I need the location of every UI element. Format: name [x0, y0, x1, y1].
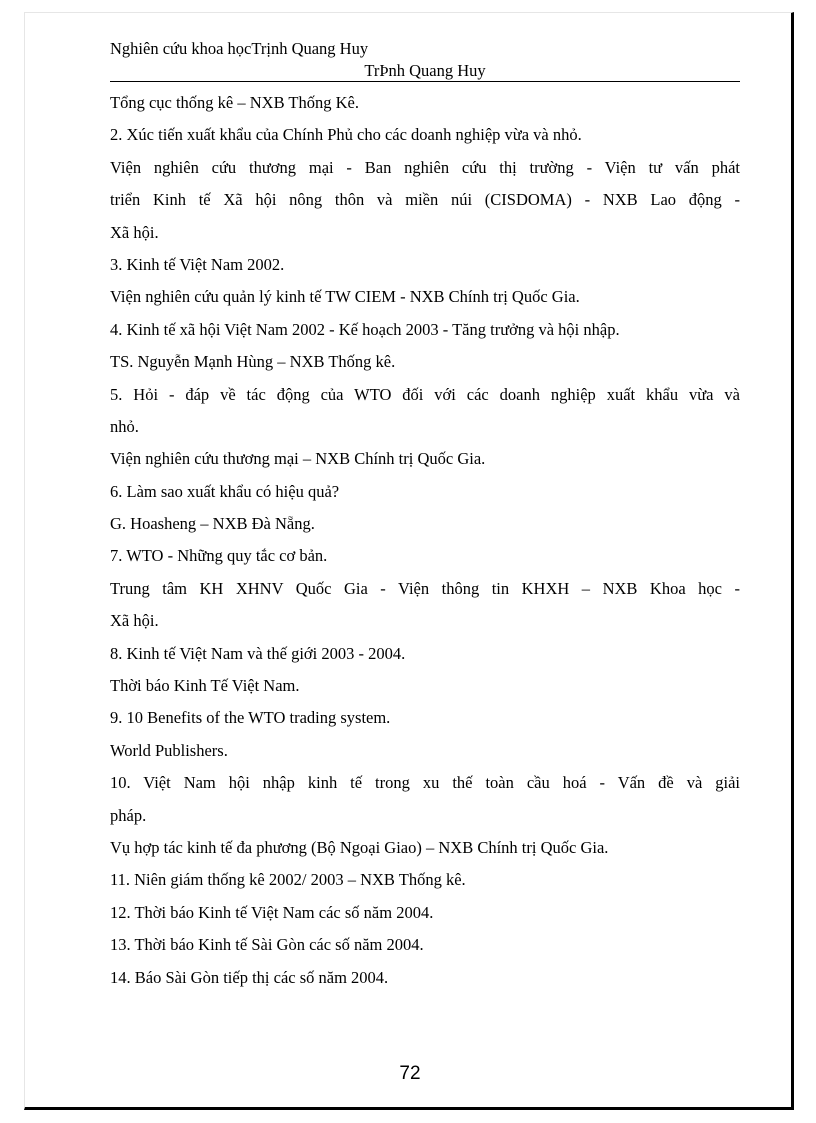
- reference-line: Tổng cục thống kê – NXB Thống Kê.: [110, 93, 359, 112]
- reference-line: Trung tâm KH XHNV Quốc Gia - Viện thông tin KHXH – NXB Khoa học -: [110, 578, 740, 598]
- reference-line: 9. 10 Benefits of the WTO trading system.: [110, 708, 391, 728]
- running-header: [110, 38, 740, 82]
- reference-line: 3. Kinh tế Việt Nam 2002.: [110, 254, 285, 274]
- reference-line: 2. Xúc tiến xuất khẩu của Chính Phủ cho các doanh nghiệp vừa và nhỏ.: [110, 125, 582, 145]
- reference-line: G. Hoasheng – NXB Đà Nẵng.: [110, 514, 315, 534]
- reference-line: 7. WTO - Những quy tắc cơ bản.: [110, 546, 328, 566]
- reference-line: Thời báo Kinh Tế Việt Nam.: [110, 676, 300, 696]
- reference-line: pháp.: [110, 805, 147, 825]
- header-title: Nghiên cứu khoa họcTrịnh Quang Huy: [110, 39, 369, 58]
- reference-line: nhỏ.: [110, 416, 139, 436]
- reference-line: 6. Làm sao xuất khẩu có hiệu quả?: [110, 481, 340, 501]
- reference-line: 12. Thời báo Kinh tế Việt Nam các số năm 2004.: [110, 902, 434, 922]
- reference-list: [110, 87, 740, 994]
- reference-line: 8. Kinh tế Việt Nam và thế giới 2003 - 2004.: [110, 643, 406, 663]
- reference-line: Viện nghiên cứu thương mại – NXB Chính trị Quốc Gia.: [110, 449, 486, 469]
- reference-line: 4. Kinh tế xã hội Việt Nam 2002 - Kế hoạch 2003 - Tăng trưởng và hội nhập.: [110, 319, 620, 339]
- reference-line: 10. Việt Nam hội nhập kinh tế trong xu thế toàn cầu hoá - Vấn đề và giải: [110, 773, 740, 793]
- reference-line: World Publishers.: [110, 740, 228, 760]
- header-divider: [110, 81, 740, 82]
- reference-line: Xã hội.: [110, 611, 159, 631]
- reference-line: 13. Thời báo Kinh tế Sài Gòn các số năm 2004.: [110, 935, 424, 955]
- reference-line: Viện nghiên cứu thương mại - Ban nghiên cứu thị trường - Viện tư vấn phát: [110, 157, 740, 177]
- reference-line: Viện nghiên cứu quản lý kinh tế TW CIEM - NXB Chính trị Quốc Gia.: [110, 287, 580, 307]
- reference-line: Vụ hợp tác kinh tế đa phương (Bộ Ngoại Giao) – NXB Chính trị Quốc Gia.: [110, 837, 609, 857]
- reference-line: triển Kinh tế Xã hội nông thôn và miền núi (CISDOMA) - NXB Lao động -: [110, 190, 740, 210]
- reference-line: 14. Báo Sài Gòn tiếp thị các số năm 2004.: [110, 967, 389, 987]
- reference-line: TS. Nguyễn Mạnh Hùng – NXB Thống kê.: [110, 352, 396, 372]
- reference-line: 11. Niên giám thống kê 2002/ 2003 – NXB Thống kê.: [110, 870, 466, 890]
- reference-line: 5. Hỏi - đáp về tác động của WTO đối với các doanh nghiệp xuất khẩu vừa và: [110, 384, 740, 404]
- page-number: 72: [399, 1063, 421, 1084]
- reference-line: Xã hội.: [110, 222, 159, 242]
- header-author: TrÞnh Quang Huy: [364, 61, 486, 80]
